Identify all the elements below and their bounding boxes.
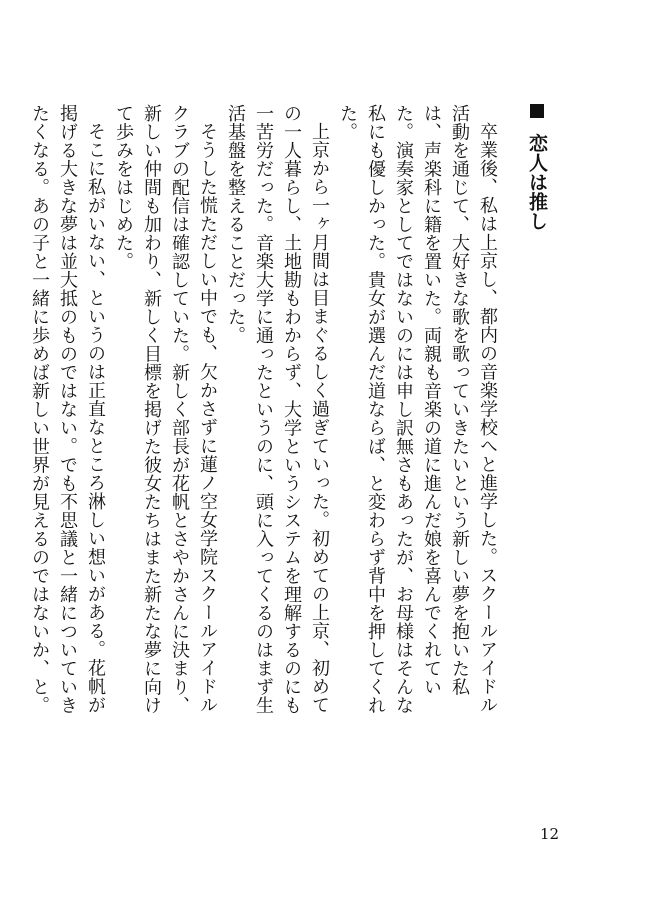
page-number: 12 (540, 825, 560, 843)
paragraph: そうした慌ただしい中でも、欠かさずに蓮ノ空女学院スクールアイドルクラブの配信は確認していた。新しく部長が花帆とさやかさんに決まり、新しい仲間も加わり、新しく目標を掲げた彼女たちはまた新たな夢に向けて歩みをはじめた。 (113, 104, 218, 715)
section-title: 恋人は推し (526, 133, 548, 231)
paragraph: 卒業後、私は上京し、都内の音楽学校へと進学した。スクールアイドル活動を通じて、大好きな歌を歌っていきたいという新しい夢を抱いた私は、声楽科に籍を置いた。両親も音楽の道に進んだ娘を喜んでくれていた。演奏家としてではないのには申し訳無さもあったが、お母様はそんな私にも優しかった。貴女が選んだ道ならば、と変わらず背中を押してくれた。 (337, 104, 498, 715)
paragraph: そこに私がいない、というのは正直なところ淋しい想いがある。花帆が掲げる大きな夢は並大抵のものではない。でも不思議と一緒についていきたくなる。あの子と一緒に歩めば新しい世界が見えるのではないか、と。 (29, 104, 106, 715)
square-bullet-icon (530, 104, 544, 118)
body-text (25, 104, 551, 724)
paragraph: 上京から一ヶ月間は目まぐるしく過ぎていった。初めての上京、初めての一人暮らし、土地勘もわからず、大学というシステムを理解するのにも一苦労だった。音楽大学に通ったというのに、頭に入ってくるのはまず生活基盤を整えることだった。 (225, 104, 330, 715)
section-heading (523, 104, 551, 724)
